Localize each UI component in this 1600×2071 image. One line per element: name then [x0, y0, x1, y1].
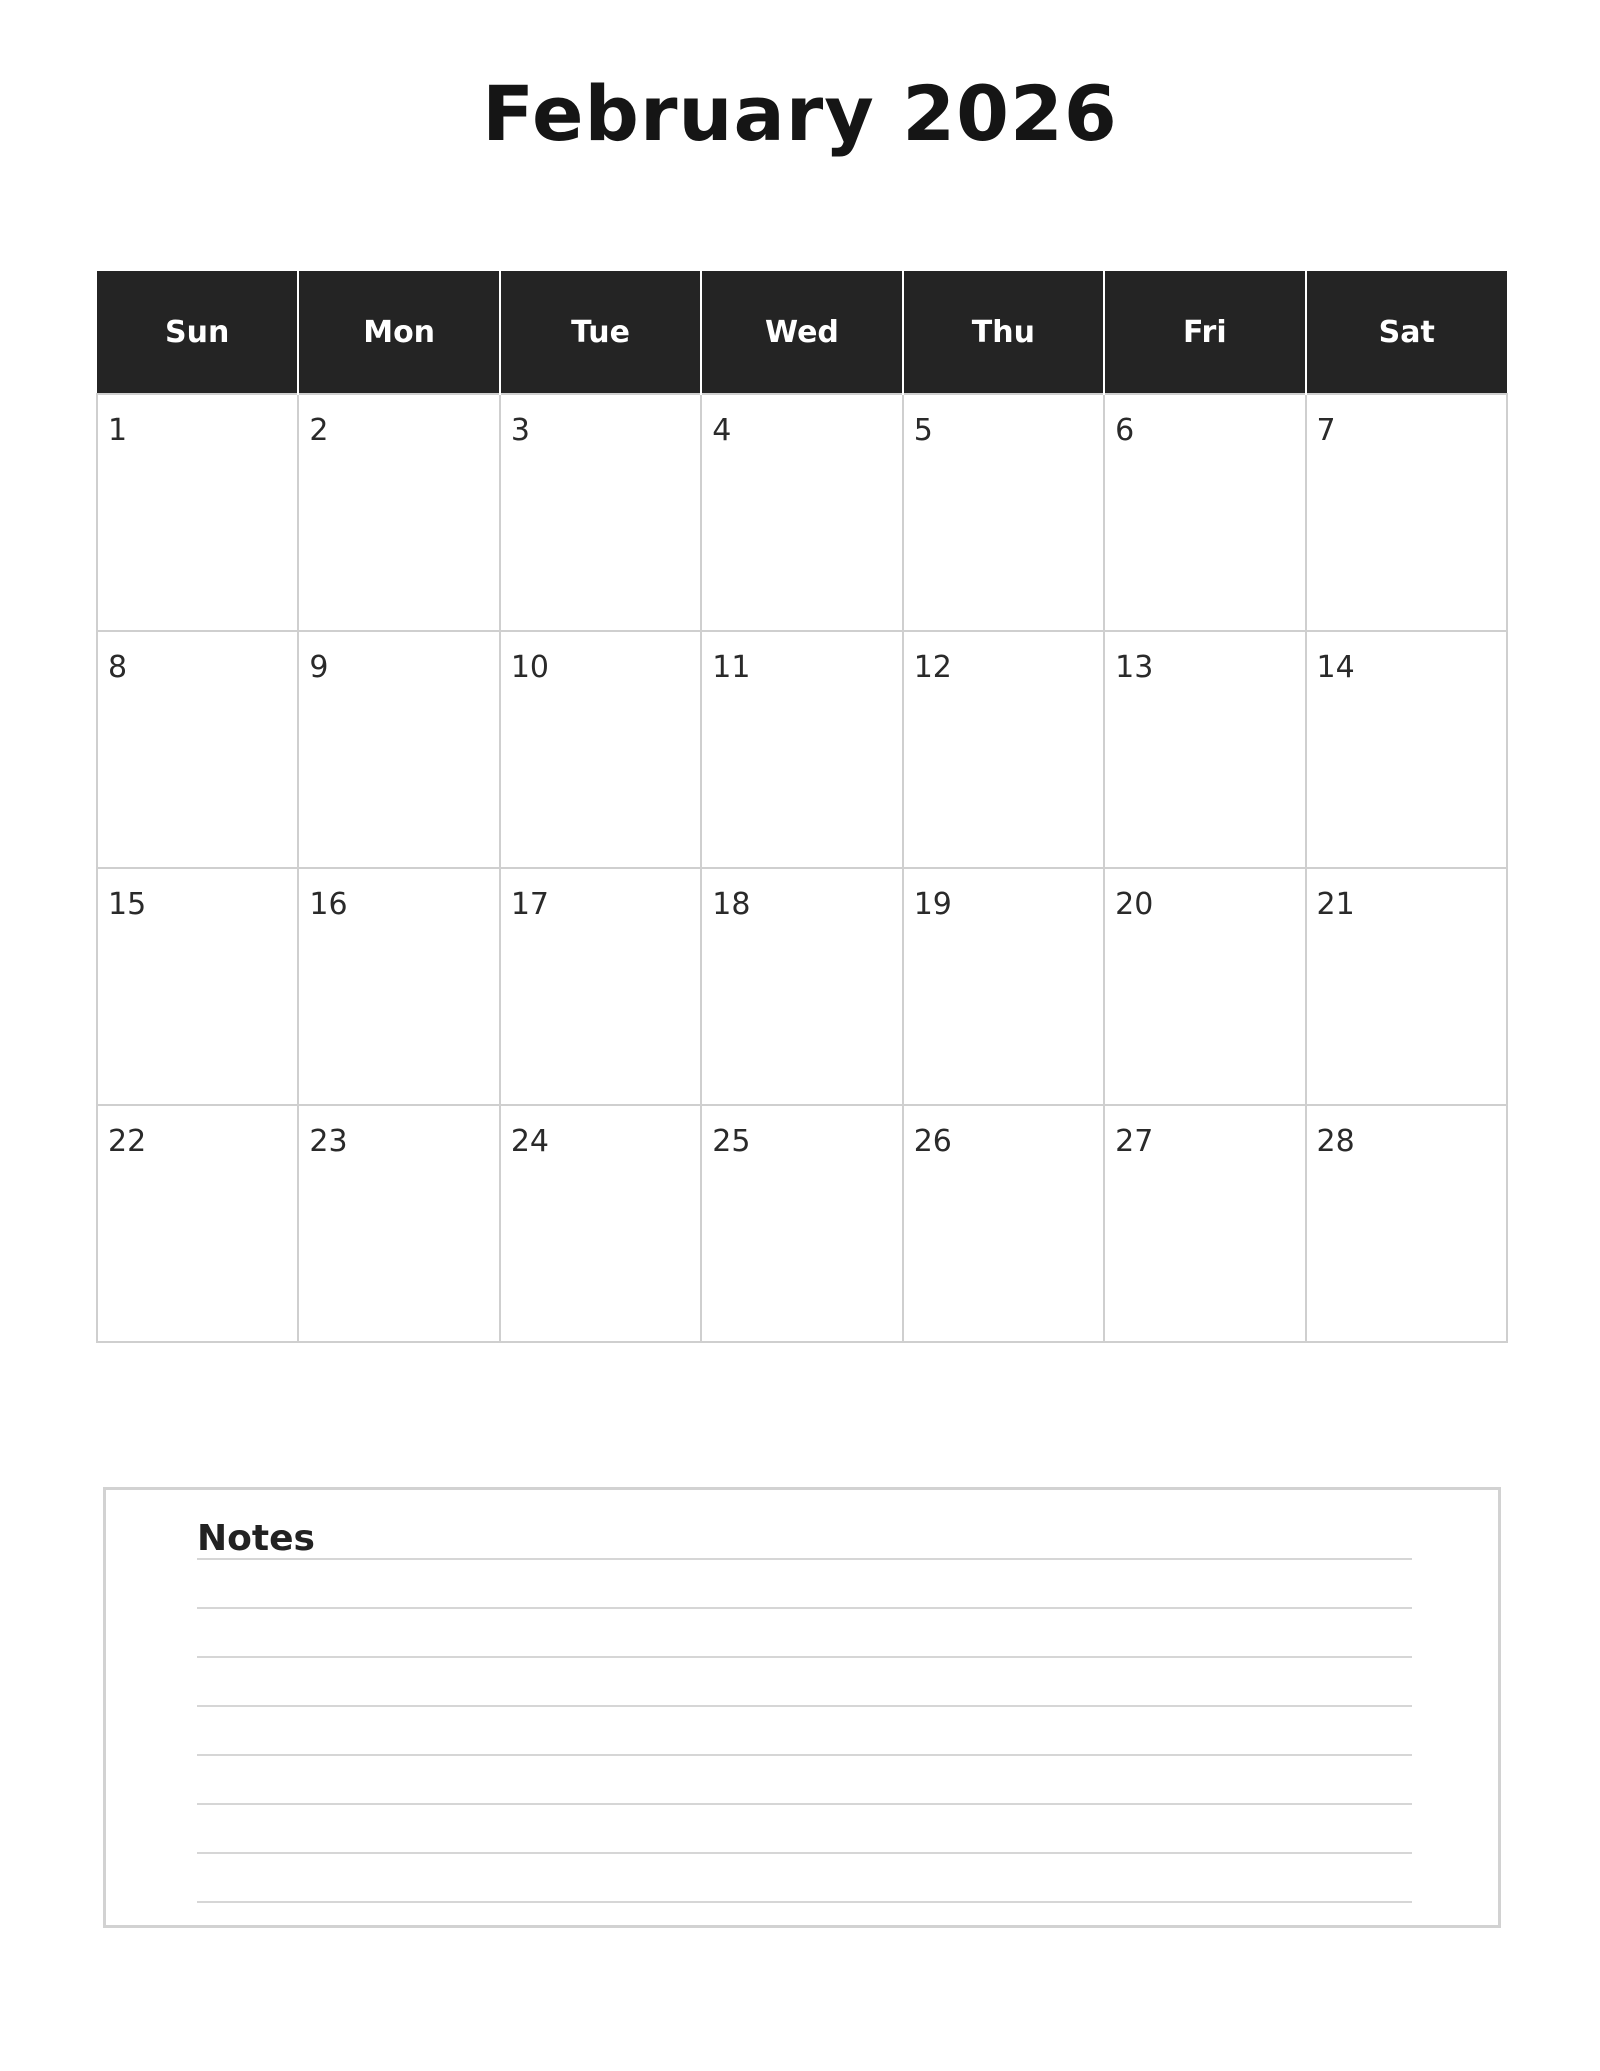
notes-rule-line	[197, 1656, 1412, 1658]
day-cell	[1306, 394, 1507, 631]
day-cell	[500, 394, 701, 631]
notes-rule-line	[197, 1705, 1412, 1707]
day-number: 17	[510, 887, 550, 922]
day-cell	[298, 631, 499, 868]
day-number: 12	[913, 650, 952, 685]
day-cell	[97, 868, 298, 1105]
day-cell	[500, 631, 701, 868]
weekday-header-tue: Tue	[500, 271, 701, 394]
day-number: 25	[712, 1124, 751, 1159]
day-cell	[298, 868, 499, 1105]
day-cell	[1306, 868, 1507, 1105]
day-number: 19	[913, 887, 952, 922]
day-number: 8	[108, 650, 128, 685]
weekday-header-thu: Thu	[903, 271, 1104, 394]
day-number: 4	[712, 413, 732, 448]
notes-box	[103, 1487, 1501, 1928]
day-cell	[97, 631, 298, 868]
weekday-header-wed: Wed	[701, 271, 902, 394]
weekday-header-sun: Sun	[97, 271, 298, 394]
day-cell	[701, 868, 902, 1105]
day-number: 21	[1316, 887, 1355, 922]
day-number: 11	[712, 650, 751, 685]
day-number: 24	[510, 1124, 550, 1159]
day-number: 10	[510, 650, 550, 685]
day-number: 28	[1316, 1124, 1355, 1159]
week-row	[97, 394, 1507, 631]
day-number: 27	[1115, 1124, 1154, 1159]
day-number: 15	[108, 887, 147, 922]
day-cell	[500, 868, 701, 1105]
weekday-header-mon: Mon	[298, 271, 499, 394]
day-cell	[97, 1105, 298, 1342]
notes-rule-line	[197, 1803, 1412, 1805]
day-cell	[903, 868, 1104, 1105]
notes-title: Notes	[197, 1518, 315, 1559]
day-cell	[1306, 631, 1507, 868]
weekday-header-sat: Sat	[1306, 271, 1507, 394]
day-cell	[1104, 868, 1305, 1105]
notes-rule-line	[197, 1754, 1412, 1756]
notes-rule-line	[197, 1852, 1412, 1854]
day-number: 13	[1115, 650, 1154, 685]
day-cell	[701, 394, 902, 631]
day-cell	[903, 1105, 1104, 1342]
day-cell	[97, 394, 298, 631]
day-cell	[903, 631, 1104, 868]
day-cell	[298, 394, 499, 631]
day-number: 22	[108, 1124, 147, 1159]
day-cell	[1104, 394, 1305, 631]
day-number: 6	[1115, 413, 1135, 448]
day-cell	[903, 394, 1104, 631]
day-cell	[701, 631, 902, 868]
day-cell	[1104, 1105, 1305, 1342]
day-number: 2	[309, 413, 329, 448]
day-number: 7	[1316, 413, 1336, 448]
notes-rule-line	[197, 1607, 1412, 1609]
day-cell	[701, 1105, 902, 1342]
week-row	[97, 631, 1507, 868]
day-number: 26	[913, 1124, 952, 1159]
day-number: 18	[712, 887, 751, 922]
day-number: 5	[913, 413, 933, 448]
day-cell	[1306, 1105, 1507, 1342]
weekday-header-row	[97, 271, 1507, 394]
day-number: 1	[108, 413, 128, 448]
day-number: 16	[309, 887, 348, 922]
day-number: 3	[510, 413, 530, 448]
notes-rule-line	[197, 1558, 1412, 1560]
day-number: 23	[309, 1124, 348, 1159]
weekday-header-fri: Fri	[1104, 271, 1305, 394]
week-row	[97, 868, 1507, 1105]
calendar-grid	[96, 271, 1508, 1343]
week-row	[97, 1105, 1507, 1342]
day-cell	[298, 1105, 499, 1342]
notes-rule-line	[197, 1901, 1412, 1903]
day-number: 14	[1316, 650, 1355, 685]
page-title: February 2026	[482, 69, 1118, 158]
day-number: 20	[1115, 887, 1154, 922]
day-cell	[1104, 631, 1305, 868]
day-number: 9	[309, 650, 329, 685]
day-cell	[500, 1105, 701, 1342]
